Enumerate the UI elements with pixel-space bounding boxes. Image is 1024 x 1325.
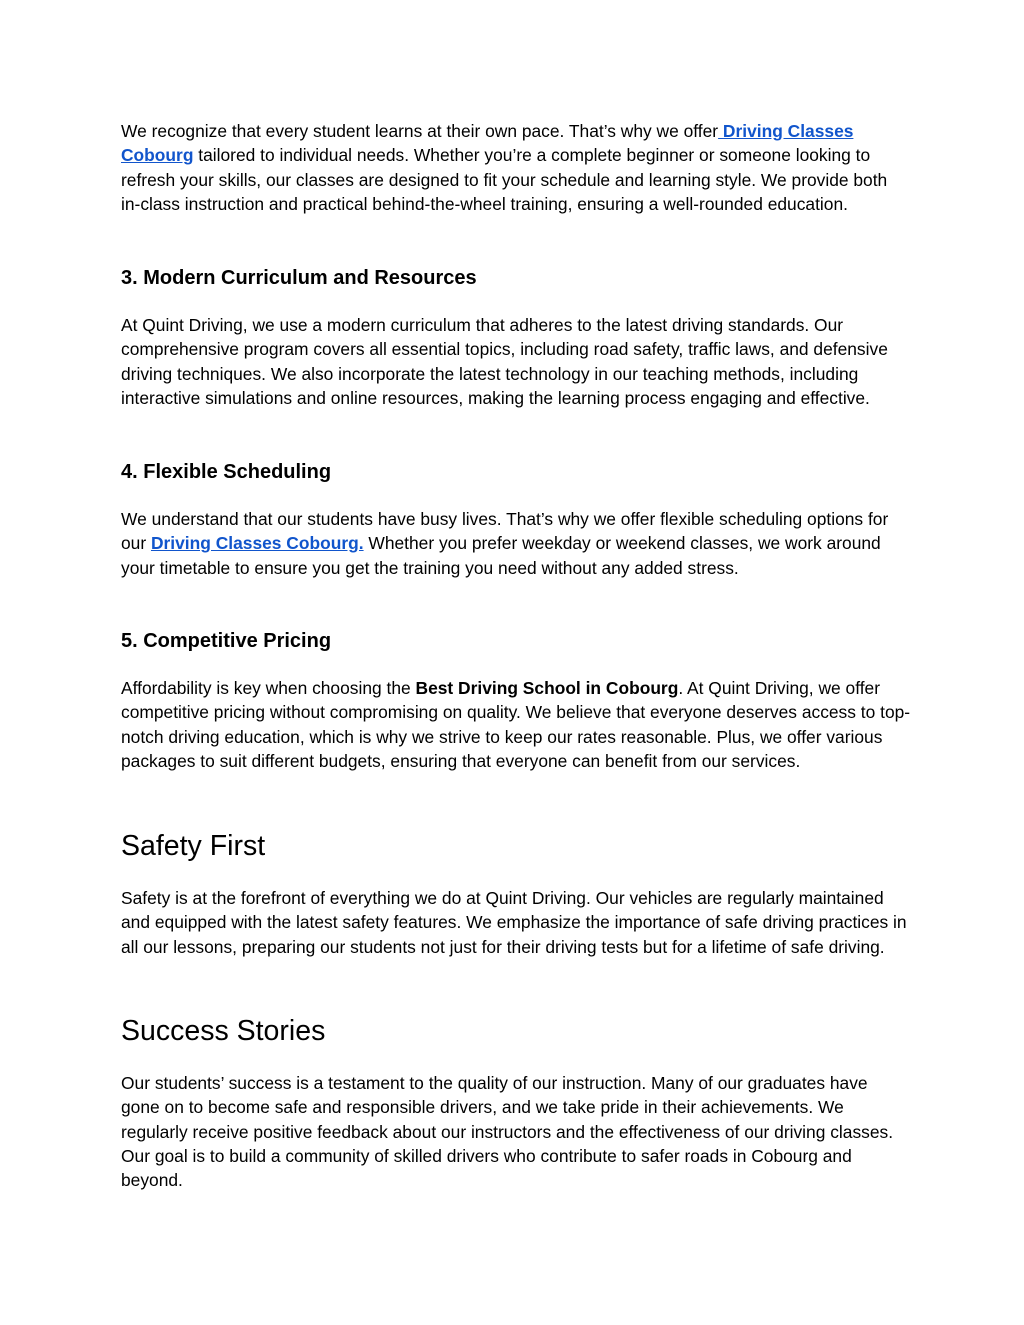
best-driving-school-bold: Best Driving School in Cobourg xyxy=(415,678,679,698)
driving-classes-cobourg-link-2[interactable]: Driving Classes Cobourg. xyxy=(150,533,364,554)
intro-paragraph xyxy=(121,119,911,216)
flexible-scheduling-paragraph xyxy=(121,507,911,580)
heading-success-stories: Success Stories xyxy=(121,1015,326,1047)
heading-modern-curriculum: 3. Modern Curriculum and Resources xyxy=(121,267,477,289)
heading-competitive-pricing: 5. Competitive Pricing xyxy=(121,630,332,652)
scheduling-text-after-link: Whether you prefer weekday or weekend classes, we work around your timetable to ensure you get the training you need without any added stress. xyxy=(121,533,881,578)
success-stories-paragraph: Our students’ success is a testament to the quality of our instruction. Many of our graduates have gone on to become safe and responsible drivers, and we take pride in their achievements. We regularly receive positive feedback about our instructors and the effectiveness of our driving classes. Our goal is to build a community of skilled drivers who contribute to safer roads in Cobourg and beyond. xyxy=(121,1073,894,1191)
heading-flexible-scheduling: 4. Flexible Scheduling xyxy=(121,461,332,483)
safety-first-paragraph: Safety is at the forefront of everything we do at Quint Driving. Our vehicles are regularly maintained and equipped with the latest safety features. We emphasize the importance of safe driving practices in all our lessons, preparing our students not just for their driving tests but for a lifetime of safe driving. xyxy=(121,888,907,957)
scheduling-text-before-link: We understand that our students have busy lives. That’s why we offer flexible scheduling options for our xyxy=(121,509,889,554)
intro-text-after-link: tailored to individual needs. Whether you’re a complete beginner or someone looking to refresh your skills, our classes are designed to fit your schedule and learning style. We provide both in-class instruction and practical behind-the-wheel training, ensuring a well-rounded education. xyxy=(121,145,888,214)
driving-classes-cobourg-link[interactable]: Driving Classes Cobourg xyxy=(121,121,854,166)
heading-safety-first: Safety First xyxy=(121,830,266,862)
modern-curriculum-paragraph: At Quint Driving, we use a modern curriculum that adheres to the latest driving standards. Our comprehensive program covers all essential topics, including road safety, traffic laws, and defensive driving techniques. We also incorporate the latest technology in our teaching methods, including interactive simulations and online resources, making the learning process engaging and effective. xyxy=(121,315,888,408)
competitive-pricing-paragraph xyxy=(121,676,911,773)
pricing-text-after-bold: . At Quint Driving, we offer competitive pricing without compromising on quality. We believe that everyone deserves access to top-notch driving education, which is why we strive to keep our rates reasonable. Plus, we offer various packages to suit different budgets, ensuring that everyone can benefit from our services. xyxy=(121,678,911,771)
pricing-text-before-bold: Affordability is key when choosing the xyxy=(121,678,416,698)
intro-text-before-link: We recognize that every student learns at their own pace. That’s why we offer xyxy=(121,121,719,141)
